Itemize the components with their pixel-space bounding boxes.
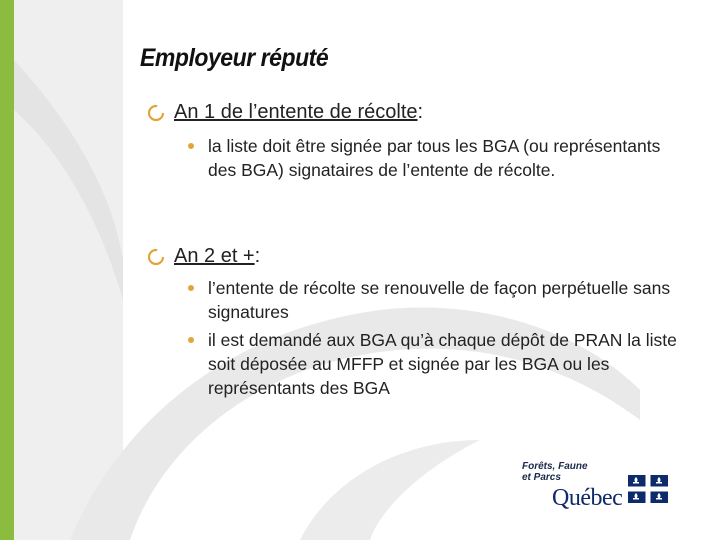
ministry-name <box>522 461 612 483</box>
section-heading-year-2 <box>147 245 260 268</box>
section-heading-colon: : <box>254 245 261 267</box>
bullet-dot <box>188 143 194 149</box>
ministry-name-line1: Forêts, Faune <box>522 461 588 472</box>
bullet-text: il est demandé aux BGA qu’à chaque dépôt de PRAN la liste soit déposée au MFFP et signée par les BGA ou les représentants des BGA <box>208 330 677 398</box>
bullet-dot <box>188 337 194 343</box>
section-heading-text: An 2 et + <box>174 245 255 267</box>
bullet-item <box>208 276 688 324</box>
section-heading-text: An 1 de l’entente de récolte <box>174 101 418 123</box>
bullet-item <box>208 328 688 400</box>
slide-title: Employeur réputé <box>140 44 329 72</box>
bullet-item <box>208 134 688 182</box>
bullet-dot <box>188 285 194 291</box>
bullet-text: l’entente de récolte se renouvelle de façon perpétuelle sans signatures <box>208 278 671 322</box>
ring-bullet-icon <box>147 248 165 266</box>
quebec-ministry-logo <box>522 461 668 510</box>
section-heading-colon: : <box>417 101 424 123</box>
section-heading-year-1 <box>147 101 423 124</box>
ring-bullet-icon <box>147 104 165 122</box>
bullet-text: la liste doit être signée par tous les BGA (ou représentants des BGA) signataires de l’entente de récolte. <box>208 136 661 180</box>
green-accent-bar <box>0 0 14 540</box>
fleurdelise-flag-icon <box>628 475 668 503</box>
ministry-name-line2: et Parcs <box>522 472 561 483</box>
quebec-wordmark: Québec <box>552 485 623 511</box>
